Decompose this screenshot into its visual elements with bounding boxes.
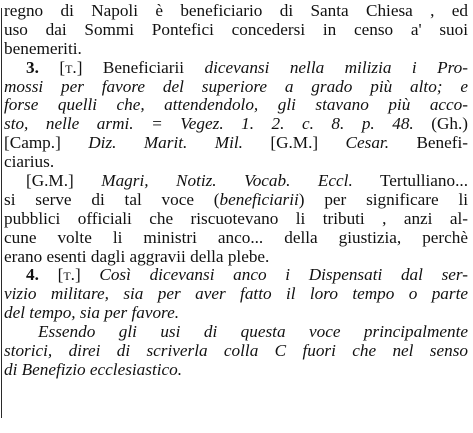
text-line <box>4 153 468 172</box>
text-segment: [G.M.] <box>26 172 102 191</box>
italic-text: dicevansi nella milizia i Pro- <box>204 58 468 77</box>
entry-tag: t. <box>63 266 75 285</box>
text-segment: [G.M.] <box>242 134 346 153</box>
text-line <box>4 304 468 323</box>
text-line <box>4 2 468 21</box>
text-line <box>4 134 468 153</box>
text-line <box>4 172 468 191</box>
left-margin-rule <box>1 8 2 418</box>
text-line <box>4 361 468 380</box>
text-segment: ] <box>74 266 100 285</box>
italic-text: di Benefizio ecclesiastico. <box>4 360 183 379</box>
text-segment: [ <box>38 58 66 77</box>
text-segment: uso dai Sommi Pontefici concedersi in censo a' suoi <box>4 20 468 39</box>
italic-text: Magri, Notiz. Vocab. Eccl. <box>101 172 353 191</box>
text-line <box>4 210 468 229</box>
text-line <box>4 21 468 40</box>
text-segment: [ <box>38 266 64 285</box>
text-line <box>4 229 468 248</box>
italic-text: mossi per favore del superiore a grado più alto; e <box>4 77 468 96</box>
italic-text: Essendo gli usi di questa voce principalmente <box>38 323 468 342</box>
text-segment: Benefi- <box>389 134 468 153</box>
text-segment: si serve di tal voce ( <box>4 190 220 209</box>
text-segment: benemeriti. <box>4 39 82 58</box>
italic-text: vizio militare, sia per aver fatto il loro tempo o parte <box>4 285 468 304</box>
text-line <box>4 342 468 361</box>
italic-text: del tempo, sia per favore. <box>4 304 180 323</box>
italic-text: Così dicevansi anco i Dispensati dal ser- <box>99 266 468 285</box>
italic-text: sto, nelle armi. = Vegez. 1. 2. c. 8. p. 48. <box>4 115 414 134</box>
text-line <box>4 115 468 134</box>
text-line <box>4 96 468 115</box>
text-line <box>4 78 468 97</box>
text-segment: pubblici officiali che riscuotevano li tributi , anzi al- <box>4 209 468 228</box>
italic-text: beneficiarii <box>219 190 299 209</box>
text-segment: regno di Napoli è beneficiario di Santa Chiesa , ed <box>4 2 468 20</box>
entry-3-heading-line <box>4 59 468 78</box>
italic-text: forse quelli che, attendendolo, gli stavano più acco- <box>4 96 468 115</box>
text-segment: [Camp.] <box>4 134 89 153</box>
text-line <box>4 191 468 210</box>
text-segment: (Gh.) <box>413 115 468 134</box>
text-segment: ciarius. <box>4 153 55 172</box>
text-segment: Tertulliano... <box>352 172 468 191</box>
italic-text: Cesar. <box>345 134 390 153</box>
text-segment: cune volte li ministri anco... della giustizia, perchè <box>4 228 468 247</box>
text-segment: ) per significare li <box>298 190 468 209</box>
text-line <box>4 323 468 342</box>
italic-text: Diz. Marit. Mil. <box>88 134 243 153</box>
text-segment: ] Beneficiarii <box>76 58 205 77</box>
text-segment: erano esenti dagli aggravii della plebe. <box>4 247 270 266</box>
entry-number: 4. <box>26 266 39 285</box>
italic-text: storici, direi di scriverla colla C fuori che nel senso <box>4 342 468 361</box>
text-line <box>4 285 468 304</box>
text-line <box>4 40 468 59</box>
dictionary-entry-text <box>4 2 468 380</box>
entry-number: 3. <box>26 58 39 77</box>
entry-4-heading-line <box>4 266 468 285</box>
entry-tag: t. <box>65 58 77 77</box>
text-line <box>4 248 468 267</box>
